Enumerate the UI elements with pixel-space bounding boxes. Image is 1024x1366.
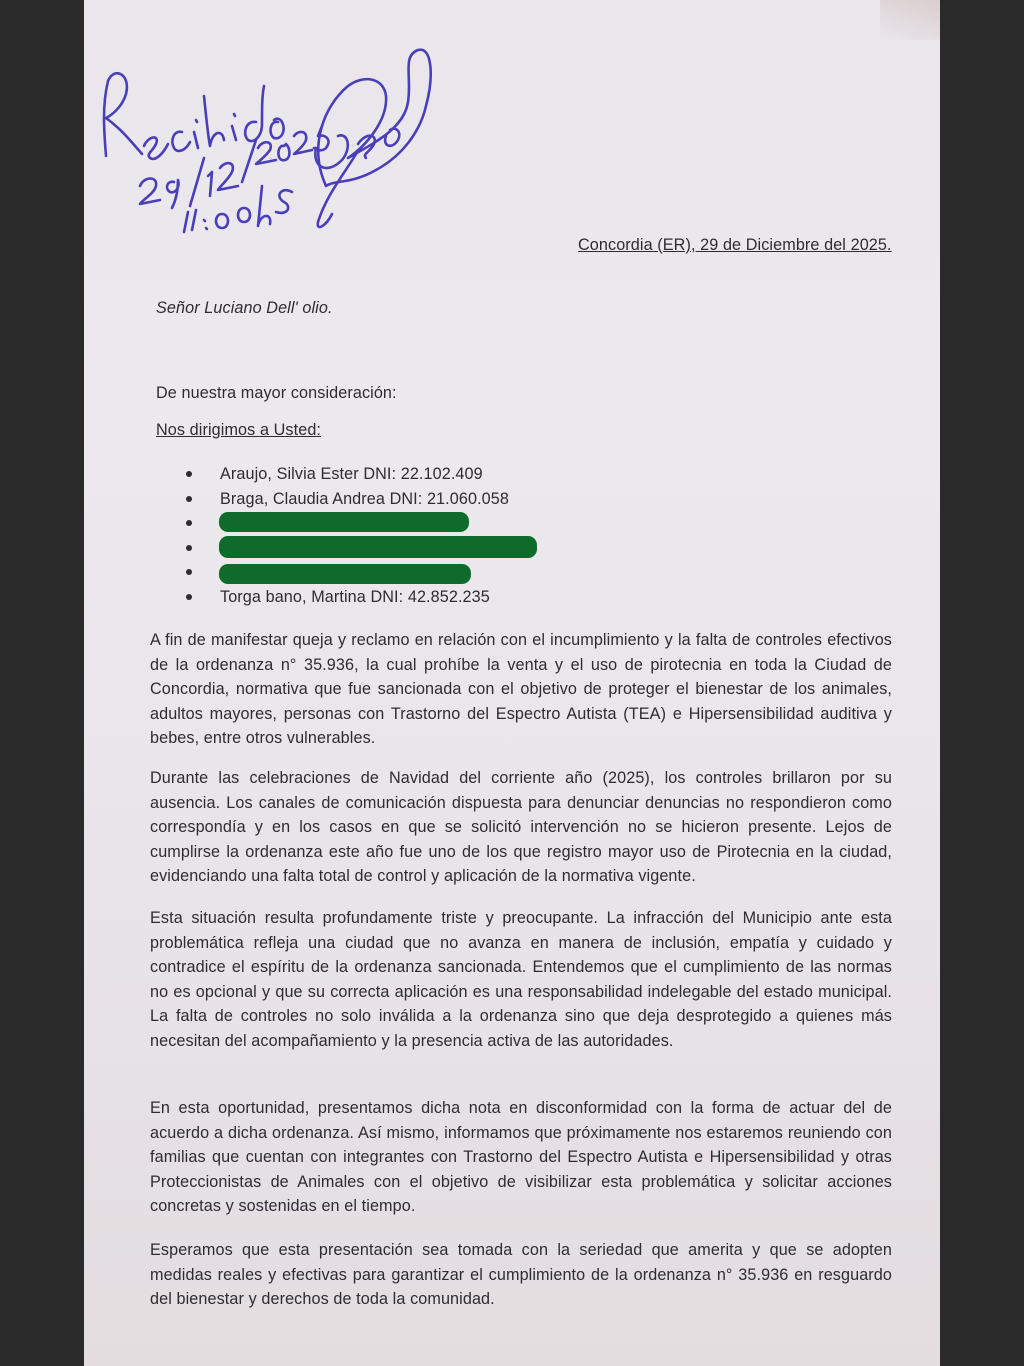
redaction-mark [219, 512, 469, 532]
redaction-mark [219, 564, 471, 584]
paragraph-1: A fin de manifestar queja y reclamo en relación con el incumplimiento y la falta de controles efectivos de la ordenanza n° 35.936, la cual prohíbe la venta y el uso de pirotecnia en toda la Ciudad de Concordia, normativa que fue sancionada con el objetivo de proteger el bienestar de los animales, adultos mayores, personas con Trastorno del Espectro Autista (TEA) e Hipersensibilidad auditiva y bebes, entre otros vulnerables. [150, 631, 892, 748]
list-item: Braga, Claudia Andrea DNI: 21.060.058 [184, 487, 509, 512]
intro-line: Nos dirigimos a Usted: [156, 421, 322, 439]
addressee: Señor Luciano Dell' olio. [156, 299, 333, 317]
letter-page [84, 0, 940, 1366]
paragraph-4: En esta oportunidad, presentamos dicha nota en disconformidad con la forma de actuar del de acuerdo a dicha ordenanza. Así mismo, informamos que próximamente nos estaremos reuniendo con familias que cuentan con integrantes con Trastorno del Espectro Autista e Hipersensibilidad y otras Proteccionistas de Animales con el objetivo de visibilizar esta problemática y solicitar acciones concretas y sostenidas en el tiempo. [150, 1099, 892, 1216]
handwritten-received-stamp [86, 36, 446, 236]
greeting: De nuestra mayor consideración: [156, 384, 397, 402]
list-item: Torga bano, Martina DNI: 42.852.235 [184, 585, 509, 610]
paragraph-5: Esperamos que esta presentación sea tomada con la seriedad que amerita y que se adopten medidas reales y efectivas para garantizar el cumplimiento de la ordenanza n° 35.936 en resguardo del bienestar y derechos de toda la comunidad. [150, 1241, 892, 1309]
paragraph-3: Esta situación resulta profundamente triste y preocupante. La infracción del Municipio ante esta problemática refleja una ciudad que no avanza en manera de inclusión, empatía y cuidado y contradice el espíritu de la ordenanza sancionada. Entendemos que el cumplimiento de las normas no es opcional y que su correcta aplicación es una responsabilidad indelegable del estado municipal. La falta de controles no solo inválida a la ordenanza sino que deja desprotegido a quienes más necesitan del acompañamiento y la presencia activa de las autoridades. [150, 909, 892, 1050]
paragraph-2: Durante las celebraciones de Navidad del corriente año (2025), los controles brillaron por su ausencia. Los canales de comunicación dispuesta para denunciar denuncias no respondieron como correspondía y en los casos en que se solicitó intervención no se hicieron presente. Lejos de cumplirse la ordenanza este año fue uno de los que registro mayor uso de Pirotecnia en la ciudad, evidenciando una falta total de control y aplicación de la normativa vigente. [150, 769, 892, 886]
list-item: Araujo, Silvia Ester DNI: 22.102.409 [184, 462, 509, 487]
place-and-date: Concordia (ER), 29 de Diciembre del 2025. [578, 236, 892, 254]
redaction-mark [219, 536, 537, 558]
